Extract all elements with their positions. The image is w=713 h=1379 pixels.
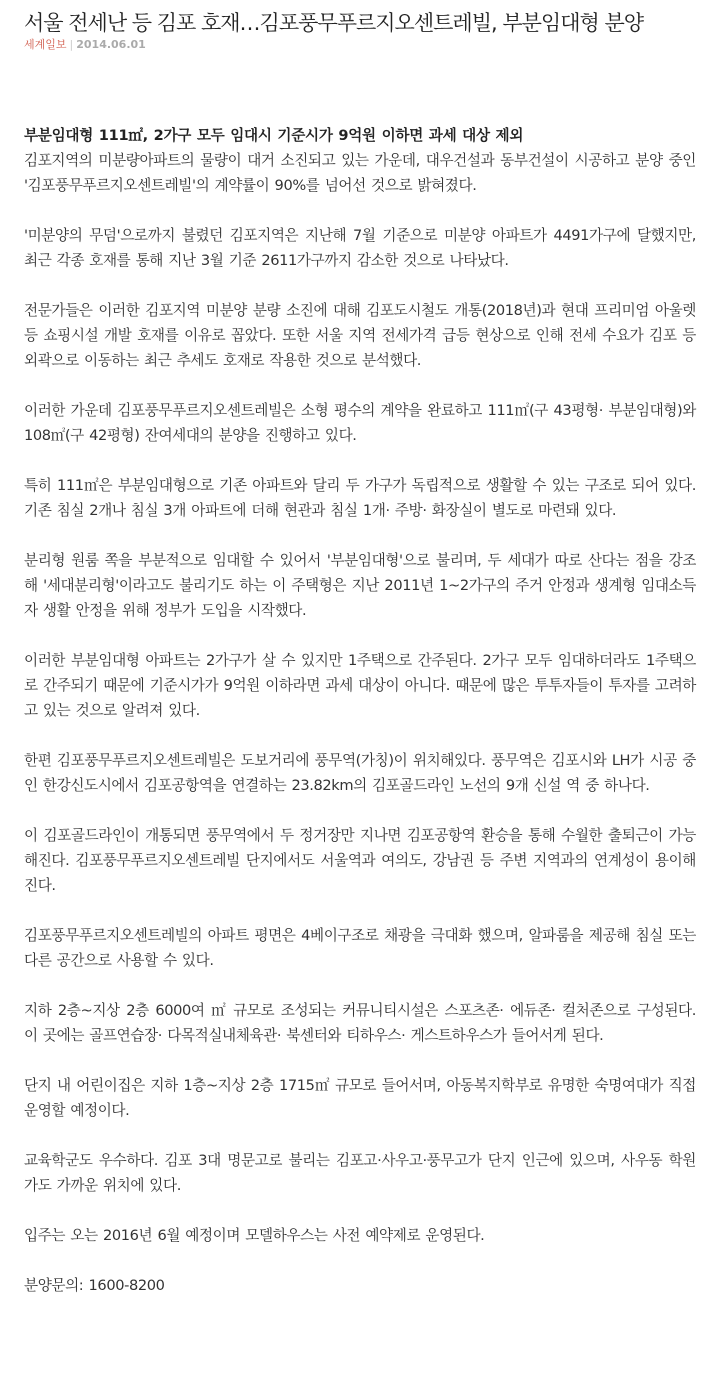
article-meta xyxy=(24,37,146,53)
article-body xyxy=(24,123,696,1298)
article-title: 서울 전세난 등 김포 호재…김포풍무푸르지오센트레빌, 부분임대형 분양 xyxy=(24,11,644,35)
article-subheading: 부분임대형 111㎡, 2가구 모두 임대시 기준시가 9억원 이하면 과세 대상 제외 xyxy=(24,127,524,144)
article-paragraph: 이러한 가운데 김포풍무푸르지오센트레빌은 소형 평수의 계약을 완료하고 111㎡(구 43평형· 부분임대형)와 108㎡(구 42평형) 잔여세대의 분양을 진행하고 있다. xyxy=(24,402,696,444)
sales-contact: 분양문의: 1600-8200 xyxy=(24,1277,165,1294)
article-paragraph: 입주는 오는 2016년 6월 예정이며 모델하우스는 사전 예약제로 운영된다. xyxy=(24,1227,485,1244)
article-paragraph: 김포풍무푸르지오센트레빌의 아파트 평면은 4베이구조로 채광을 극대화 했으며, 알파룸을 제공해 침실 또는 다른 공간으로 사용할 수 있다. xyxy=(24,927,696,969)
article-paragraph: 분리형 원룸 쪽을 부분적으로 임대할 수 있어서 '부분임대형'으로 불리며, 두 세대가 따로 산다는 점을 강조해 '세대분리형'이라고도 불리기도 하는 이 주택형은 지난 2011년 1~2가구의 주거 안정과 생계형 임대소득자 생활 안정을 위해 정부가 도입을 시작했다. xyxy=(24,552,696,619)
article-paragraph: 전문가들은 이러한 김포지역 미분양 분량 소진에 대해 김포도시철도 개통(2018년)과 현대 프리미엄 아울렛 등 쇼핑시설 개발 호재를 이유로 꼽았다. 또한 서울 지역 전세가격 급등 현상으로 인해 전세 수요가 김포 등 외곽으로 이동하는 최근 추세도 호재로 작용한 것으로 분석했다. xyxy=(24,302,696,369)
article-paragraph: 단지 내 어린이집은 지하 1층~지상 2층 1715㎡ 규모로 들어서며, 아동복지학부로 유명한 숙명여대가 직접 운영할 예정이다. xyxy=(24,1077,696,1119)
article-paragraph: 이 김포골드라인이 개통되면 풍무역에서 두 정거장만 지나면 김포공항역 환승을 통해 수월한 출퇴근이 가능해진다. 김포풍무푸르지오센트레빌 단지에서도 서울역과 여의도, 강남권 등 주변 지역과의 연계성이 용이해진다. xyxy=(24,827,696,894)
article-date: 2014.06.01 xyxy=(76,38,146,51)
article-paragraph: 교육학군도 우수하다. 김포 3대 명문고로 불리는 김포고·사우고·풍무고가 단지 인근에 있으며, 사우동 학원가도 가까운 위치에 있다. xyxy=(24,1152,696,1194)
meta-separator: | xyxy=(69,38,74,51)
article-paragraph: 지하 2층~지상 2층 6000여 ㎡ 규모로 조성되는 커뮤니티시설은 스포츠존· 에듀존· 컬처존으로 구성된다. 이 곳에는 골프연습장· 다목적실내체육관· 북센터와 티하우스· 게스트하우스가 들어서게 된다. xyxy=(24,1002,696,1044)
article-paragraph: 한편 김포풍무푸르지오센트레빌은 도보거리에 풍무역(가칭)이 위치해있다. 풍무역은 김포시와 LH가 시공 중인 한강신도시에서 김포공항역을 연결하는 23.82km의 김포골드라인 노선의 9개 신설 역 중 하나다. xyxy=(24,752,696,794)
article-paragraph: '미분양의 무덤'으로까지 불렸던 김포지역은 지난해 7월 기준으로 미분양 아파트가 4491가구에 달했지만, 최근 각종 호재를 통해 지난 3월 기준 2611가구까지 감소한 것으로 나타났다. xyxy=(24,227,696,269)
article-source[interactable]: 세계일보 xyxy=(24,38,67,51)
article-paragraph: 김포지역의 미분량아파트의 물량이 대거 소진되고 있는 가운데, 대우건설과 동부건설이 시공하고 분양 중인 '김포풍무푸르지오센트레빌'의 계약률이 90%를 넘어선 것으로 밝혀졌다. xyxy=(24,152,696,194)
article-paragraph: 특히 111㎡은 부분임대형으로 기존 아파트와 달리 두 가구가 독립적으로 생활할 수 있는 구조로 되어 있다. 기존 침실 2개나 침실 3개 아파트에 더해 현관과 침실 1개· 주방· 화장실이 별도로 마련돼 있다. xyxy=(24,477,696,519)
article-paragraph: 이러한 부분임대형 아파트는 2가구가 살 수 있지만 1주택으로 간주된다. 2가구 모두 임대하더라도 1주택으로 간주되기 때문에 기준시가가 9억원 이하라면 과세 대상이 아니다. 때문에 많은 투투자들이 투자를 고려하고 있는 것으로 알려져 있다. xyxy=(24,652,696,719)
